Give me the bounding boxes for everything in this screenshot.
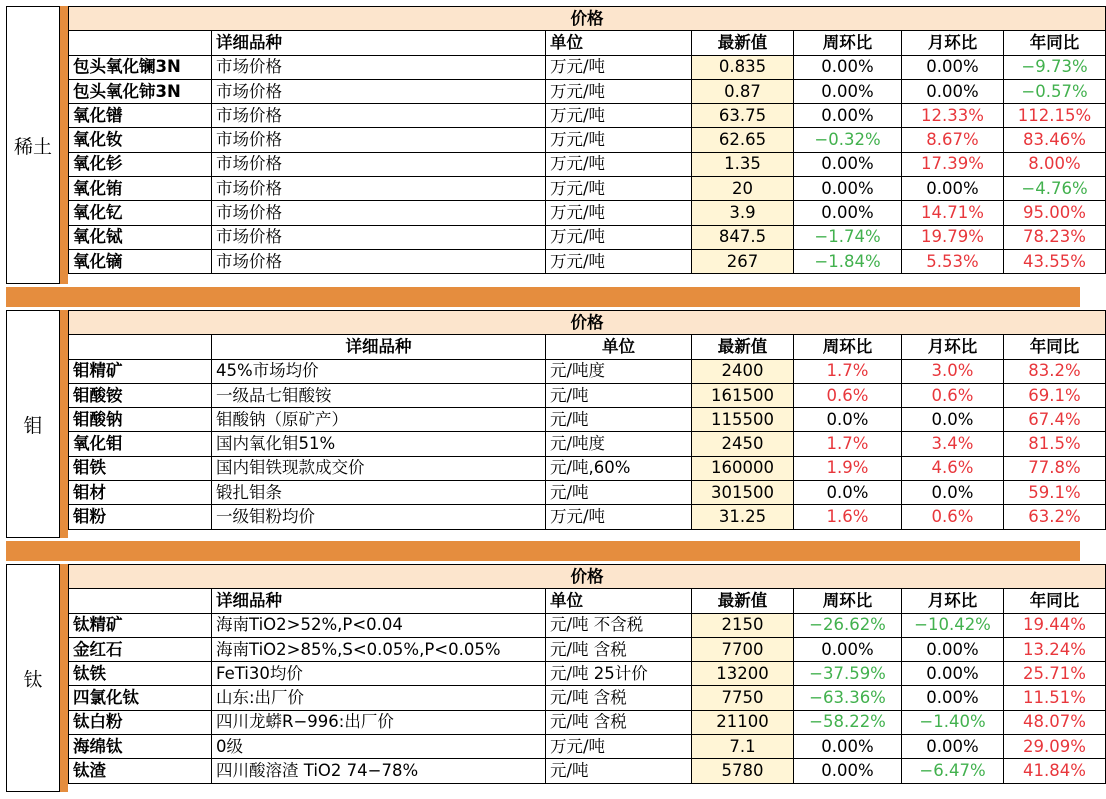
product-name: 四氯化钛 [69,686,212,710]
price-header: 价格 [69,7,1106,31]
yoy-change: 8.00% [1004,152,1106,176]
titanium-price-table [68,564,1106,784]
unit-cell: 元/吨 [546,481,692,505]
mom-change: 0.00% [902,735,1004,759]
latest-value: 20 [692,177,794,201]
yoy-change: 78.23% [1004,225,1106,249]
latest-value: 7.1 [692,735,794,759]
mom-change: 0.00% [902,55,1004,79]
header-latest: 最新值 [692,335,794,359]
product-detail: 国内氧化钼51% [212,432,546,456]
mom-change: 0.0% [902,481,1004,505]
unit-cell: 元/吨,60% [546,456,692,480]
category-label-titanium: 钛 [6,564,60,792]
wow-change: 1.9% [794,456,902,480]
mom-change: 14.71% [902,201,1004,225]
latest-value: 21100 [692,710,794,734]
yoy-change: 41.84% [1004,759,1106,783]
yoy-change: 81.5% [1004,432,1106,456]
header-unit: 单位 [546,335,692,359]
table-row [69,383,1106,407]
wow-change: 1.6% [794,505,902,529]
mom-change: 0.00% [902,637,1004,661]
unit-cell: 元/吨 [546,383,692,407]
product-name: 钼精矿 [69,359,212,383]
wow-change: 0.0% [794,408,902,432]
product-name: 钛白粉 [69,710,212,734]
product-name: 钼粉 [69,505,212,529]
orange-side-bar [60,310,68,538]
mom-change: 8.67% [902,128,1004,152]
table-row [69,735,1106,759]
table-row [69,128,1106,152]
header-mom: 月环比 [902,335,1004,359]
wow-change: −1.74% [794,225,902,249]
mom-change: 0.00% [902,686,1004,710]
yoy-change: 83.2% [1004,359,1106,383]
header-unit: 单位 [546,589,692,613]
unit-cell: 万元/吨 [546,177,692,201]
yoy-change: 69.1% [1004,383,1106,407]
product-detail: 国内钼铁现款成交价 [212,456,546,480]
product-name: 海绵钛 [69,735,212,759]
unit-cell: 元/吨 25计价 [546,662,692,686]
latest-value: 3.9 [692,201,794,225]
wow-change: 0.00% [794,735,902,759]
latest-value: 2400 [692,359,794,383]
table-row [69,481,1106,505]
mom-change: 3.4% [902,432,1004,456]
product-detail: 一级品七钼酸铵 [212,383,546,407]
wow-change: 0.6% [794,383,902,407]
header-yoy: 年同比 [1004,589,1106,613]
unit-cell: 元/吨 [546,759,692,783]
product-name: 氧化镝 [69,249,212,273]
section-separator [6,541,1080,561]
yoy-change: 67.4% [1004,408,1106,432]
table-row [69,55,1106,79]
product-detail: 市场价格 [212,225,546,249]
table-row [69,225,1106,249]
wow-change: 0.00% [794,79,902,103]
mom-change: 3.0% [902,359,1004,383]
mom-change: 0.00% [902,79,1004,103]
product-detail: 海南TiO2>52%,P<0.04 [212,613,546,637]
wow-change: −37.59% [794,662,902,686]
product-detail: 锻扎钼条 [212,481,546,505]
product-name: 钼酸铵 [69,383,212,407]
mom-change: 0.00% [902,177,1004,201]
header-detail: 详细品种 [212,589,546,613]
product-name: 包头氧化镧3N [69,55,212,79]
table-row [69,710,1106,734]
yoy-change: 77.8% [1004,456,1106,480]
product-name: 氧化镨 [69,104,212,128]
wow-change: 0.00% [794,201,902,225]
unit-cell: 元/吨 含税 [546,637,692,661]
unit-cell: 万元/吨 [546,505,692,529]
latest-value: 62.65 [692,128,794,152]
product-name: 氧化铕 [69,177,212,201]
table-row [69,152,1106,176]
latest-value: 301500 [692,481,794,505]
header-detail: 详细品种 [212,335,546,359]
yoy-change: 11.51% [1004,686,1106,710]
mom-change: 12.33% [902,104,1004,128]
wow-change: 0.00% [794,759,902,783]
table-row [69,177,1106,201]
section-separator [6,287,1080,307]
header-empty-cell [69,589,212,613]
yoy-change: 112.15% [1004,104,1106,128]
latest-value: 160000 [692,456,794,480]
unit-cell: 元/吨 含税 [546,686,692,710]
wow-change: 0.00% [794,104,902,128]
table-row [69,104,1106,128]
yoy-change: −9.73% [1004,55,1106,79]
latest-value: 2450 [692,432,794,456]
table-row [69,359,1106,383]
mom-change: 17.39% [902,152,1004,176]
yoy-change: 19.44% [1004,613,1106,637]
unit-cell: 万元/吨 [546,55,692,79]
product-name: 钛铁 [69,662,212,686]
wow-change: 0.0% [794,481,902,505]
product-detail: 市场价格 [212,79,546,103]
wow-change: −1.84% [794,249,902,273]
unit-cell: 万元/吨 [546,128,692,152]
wow-change: −58.22% [794,710,902,734]
latest-value: 847.5 [692,225,794,249]
product-detail: 市场价格 [212,152,546,176]
latest-value: 0.835 [692,55,794,79]
product-detail: 45%市场均价 [212,359,546,383]
header-yoy: 年同比 [1004,335,1106,359]
price-header: 价格 [69,565,1106,589]
latest-value: 7700 [692,637,794,661]
table-row [69,613,1106,637]
latest-value: 5780 [692,759,794,783]
molybdenum-price-table [68,310,1106,530]
header-mom: 月环比 [902,31,1004,55]
product-name: 氧化钐 [69,152,212,176]
wow-change: −26.62% [794,613,902,637]
orange-side-bar [60,564,68,792]
yoy-change: 43.55% [1004,249,1106,273]
product-name: 包头氧化铈3N [69,79,212,103]
mom-change: 0.00% [902,662,1004,686]
unit-cell: 元/吨 [546,408,692,432]
mom-change: −10.42% [902,613,1004,637]
yoy-change: 95.00% [1004,201,1106,225]
product-detail: 山东:出厂价 [212,686,546,710]
product-name: 氧化钼 [69,432,212,456]
yoy-change: 63.2% [1004,505,1106,529]
price-header: 价格 [69,311,1106,335]
table-row [69,456,1106,480]
product-name: 钼酸钠 [69,408,212,432]
header-latest: 最新值 [692,589,794,613]
table-row [69,249,1106,273]
wow-change: 0.00% [794,55,902,79]
table-row [69,505,1106,529]
mom-change: 0.6% [902,383,1004,407]
latest-value: 31.25 [692,505,794,529]
header-empty-cell [69,31,212,55]
wow-change: 0.00% [794,152,902,176]
mom-change: 19.79% [902,225,1004,249]
category-label-rare-earth: 稀土 [6,6,60,284]
product-detail: 市场价格 [212,104,546,128]
mom-change: 5.53% [902,249,1004,273]
latest-value: 63.75 [692,104,794,128]
product-detail: 钼酸钠（原矿产） [212,408,546,432]
yoy-change: 25.71% [1004,662,1106,686]
table-row [69,637,1106,661]
table-row [69,759,1106,783]
table-row [69,408,1106,432]
table-row [69,686,1106,710]
wow-change: 0.00% [794,637,902,661]
table-row [69,662,1106,686]
header-empty-cell [69,335,212,359]
unit-cell: 万元/吨 [546,152,692,176]
unit-cell: 万元/吨 [546,201,692,225]
unit-cell: 元/吨度 [546,432,692,456]
product-detail: 四川龙蟒R−996:出厂价 [212,710,546,734]
unit-cell: 万元/吨 [546,79,692,103]
product-detail: 市场价格 [212,249,546,273]
header-wow: 周环比 [794,31,902,55]
latest-value: 13200 [692,662,794,686]
unit-cell: 万元/吨 [546,249,692,273]
mom-change: −1.40% [902,710,1004,734]
rare-earth-price-table [68,6,1106,274]
latest-value: 115500 [692,408,794,432]
product-name: 钛精矿 [69,613,212,637]
unit-cell: 万元/吨 [546,225,692,249]
header-mom: 月环比 [902,589,1004,613]
header-yoy: 年同比 [1004,31,1106,55]
table-row [69,432,1106,456]
yoy-change: 83.46% [1004,128,1106,152]
header-wow: 周环比 [794,335,902,359]
header-detail: 详细品种 [212,31,546,55]
latest-value: 2150 [692,613,794,637]
product-detail: FeTi30均价 [212,662,546,686]
wow-change: −63.36% [794,686,902,710]
product-detail: 四川酸溶渣 TiO2 74−78% [212,759,546,783]
latest-value: 1.35 [692,152,794,176]
yoy-change: −0.57% [1004,79,1106,103]
product-detail: 0级 [212,735,546,759]
product-name: 金红石 [69,637,212,661]
yoy-change: 13.24% [1004,637,1106,661]
product-detail: 一级钼粉均价 [212,505,546,529]
wow-change: 0.00% [794,177,902,201]
latest-value: 161500 [692,383,794,407]
header-unit: 单位 [546,31,692,55]
product-detail: 市场价格 [212,128,546,152]
product-name: 氧化钇 [69,201,212,225]
wow-change: 1.7% [794,359,902,383]
product-detail: 市场价格 [212,177,546,201]
mom-change: 0.6% [902,505,1004,529]
wow-change: 1.7% [794,432,902,456]
mom-change: 4.6% [902,456,1004,480]
product-name: 氧化钕 [69,128,212,152]
product-name: 钛渣 [69,759,212,783]
product-detail: 海南TiO2>85%,S<0.05%,P<0.05% [212,637,546,661]
yoy-change: 59.1% [1004,481,1106,505]
header-latest: 最新值 [692,31,794,55]
unit-cell: 元/吨度 [546,359,692,383]
header-wow: 周环比 [794,589,902,613]
wow-change: −0.32% [794,128,902,152]
product-detail: 市场价格 [212,201,546,225]
product-name: 钼材 [69,481,212,505]
unit-cell: 万元/吨 [546,735,692,759]
unit-cell: 万元/吨 [546,104,692,128]
table-row [69,201,1106,225]
yoy-change: 48.07% [1004,710,1106,734]
yoy-change: 29.09% [1004,735,1106,759]
table-row [69,79,1106,103]
mom-change: −6.47% [902,759,1004,783]
latest-value: 0.87 [692,79,794,103]
latest-value: 7750 [692,686,794,710]
yoy-change: −4.76% [1004,177,1106,201]
category-label-molybdenum: 钼 [6,310,60,538]
unit-cell: 元/吨 含税 [546,710,692,734]
product-detail: 市场价格 [212,55,546,79]
product-name: 钼铁 [69,456,212,480]
orange-side-bar [60,6,68,284]
latest-value: 267 [692,249,794,273]
unit-cell: 元/吨 不含税 [546,613,692,637]
product-name: 氧化铽 [69,225,212,249]
mom-change: 0.0% [902,408,1004,432]
